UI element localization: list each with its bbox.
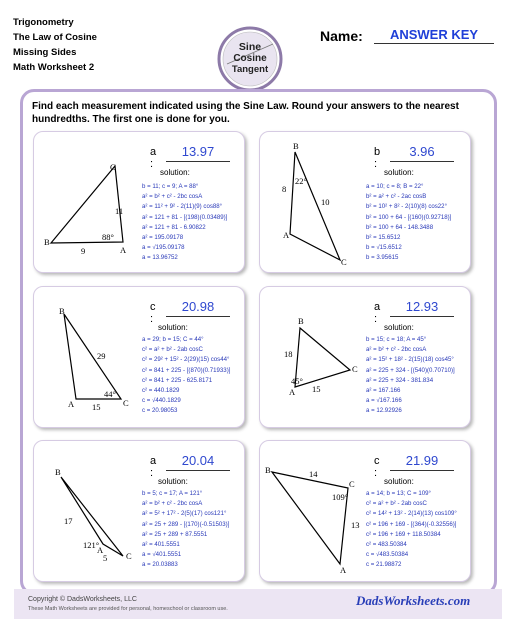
vertex-c-label: C xyxy=(349,479,355,489)
side-label-2: 9 xyxy=(81,246,86,256)
vertex-b-label: B xyxy=(55,467,61,477)
vertex-b-label: B xyxy=(59,306,65,316)
side-label-1: 29 xyxy=(97,351,106,361)
solution-step: a = 13.96752 xyxy=(142,254,178,262)
answer-underline xyxy=(390,470,454,471)
header-subtitle: The Law of Cosine xyxy=(13,32,97,43)
solution-label: solution: xyxy=(384,477,414,486)
angle-label: 109° xyxy=(332,492,349,502)
vertex-c-label: C xyxy=(110,162,116,172)
vertex-a-label: A xyxy=(120,245,127,255)
solution-step: a² = 121 + 81 - [(198)(0.03489)] xyxy=(142,213,228,221)
name-underline xyxy=(374,43,494,44)
answer-variable: c : xyxy=(150,301,156,325)
name-label: Name: xyxy=(320,28,363,44)
solution-step: c² = a² + b² - 2ab cosC xyxy=(366,500,427,508)
answer-variable: b : xyxy=(374,146,381,170)
angle-label: 22° xyxy=(295,176,307,186)
vertex-a-label: A xyxy=(68,399,75,409)
footer-note: These Math Worksheets are provided for personal, homeschool or classroom use. xyxy=(28,606,228,612)
header-title: Trigonometry xyxy=(13,17,74,28)
solution-step: a = 12.92926 xyxy=(366,407,402,415)
angle-label: 44° xyxy=(104,389,116,399)
vertex-c-label: C xyxy=(352,364,358,374)
solution-step: c = 21.98872 xyxy=(366,561,402,569)
footer-brand-logo: DadsWorksheets.com xyxy=(356,593,471,608)
solution-step: b = √15.6512 xyxy=(366,244,402,252)
solution-step: c² = 841 + 225 - [(870)(0.71933)] xyxy=(142,366,231,374)
solution-step: a² = b² + c² - 2bc cosA xyxy=(142,500,203,508)
solution-step: c = √440.1829 xyxy=(142,397,181,405)
vertex-c-label: C xyxy=(341,257,347,267)
problem-card-3 xyxy=(33,286,245,428)
solution-step: b = 5; c = 17; A = 121° xyxy=(142,490,203,497)
vertex-a-label: A xyxy=(97,545,104,555)
problem-card-5 xyxy=(33,440,245,582)
solution-label: solution: xyxy=(384,168,414,177)
solution-step: a = √401.5551 xyxy=(142,551,182,559)
solution-step: a² = b² + c² - 2bc cosA xyxy=(142,193,203,201)
problem-card-4 xyxy=(259,286,471,428)
solution-step: b² = 10² + 8² - 2(10)(8) cos22° xyxy=(366,203,448,211)
solution-step: b = 15; c = 18; A = 45° xyxy=(366,336,427,343)
solution-step: a = 29; b = 15; C = 44° xyxy=(142,336,204,343)
solution-label: solution: xyxy=(158,477,188,486)
solution-step: b = 11; c = 9; A = 88° xyxy=(142,183,199,190)
solution-step: a² = 25 + 289 - [(170)(-0.51503)] xyxy=(142,520,230,528)
solution-step: c² = 841 + 225 - 625.8171 xyxy=(142,376,213,384)
solution-step: c² = 29² + 15² - 2(29)(15) cos44° xyxy=(142,356,230,364)
logo-line3: Tangent xyxy=(231,64,269,75)
solution-label: solution: xyxy=(384,323,414,332)
name-value: ANSWER KEY xyxy=(389,27,479,42)
solution-step: a² = 195.09178 xyxy=(142,233,184,241)
solution-step: c² = 440.1829 xyxy=(142,386,180,394)
side-label-1: 11 xyxy=(115,206,124,216)
solution-step: a = 10; c = 8; B = 22° xyxy=(366,183,424,190)
answer-value: 13.97 xyxy=(181,144,215,159)
solution-step: a² = 225 + 324 - 381.834 xyxy=(366,376,434,384)
solution-steps xyxy=(142,182,227,264)
answer-value: 12.93 xyxy=(405,299,439,314)
problem-card-2 xyxy=(259,131,471,273)
answer-value: 21.99 xyxy=(405,453,439,468)
solution-step: a² = 121 + 81 - 6.90822 xyxy=(142,223,206,231)
angle-label: 88° xyxy=(102,232,114,242)
answer-value: 20.98 xyxy=(181,299,215,314)
solution-step: c² = 196 + 169 - [(364)(-0.32556)] xyxy=(366,520,457,528)
solution-step: a² = 401.5551 xyxy=(142,540,180,548)
name-field xyxy=(320,28,495,48)
solution-step: a² = 15² + 18² - 2(15)(18) cos45° xyxy=(366,356,454,364)
answer-value: 20.04 xyxy=(181,453,215,468)
logo-line2: Cosine xyxy=(233,53,267,64)
angle-label: 121° xyxy=(83,540,100,550)
side-label-2: 13 xyxy=(351,520,360,530)
side-label-2: 5 xyxy=(103,553,108,563)
answer-variable: a : xyxy=(150,146,157,170)
answer-variable: a : xyxy=(374,301,381,325)
solution-step: a² = 167.166 xyxy=(366,386,401,394)
vertex-c-label: C xyxy=(126,551,132,561)
solution-steps xyxy=(142,489,229,571)
answer-underline xyxy=(166,161,230,162)
solution-step: b² = 15.6512 xyxy=(366,233,401,241)
side-label-1: 8 xyxy=(282,184,287,194)
vertex-c-label: C xyxy=(123,398,129,408)
solution-steps xyxy=(366,335,455,417)
solution-step: c² = a² + b² - 2ab cosC xyxy=(142,346,203,354)
vertex-b-label: B xyxy=(298,316,304,326)
solution-step: a² = 11² + 9² - 2(11)(9) cos88° xyxy=(142,203,223,211)
answer-underline xyxy=(166,316,230,317)
answer-underline xyxy=(390,161,454,162)
solution-label: solution: xyxy=(160,168,190,177)
instructions: Find each measurement indicated using the Sine Law. Round your answers to the nearest hundredths. The first one is done for you. xyxy=(32,101,459,125)
solution-step: b² = a² + c² - 2ac cosB xyxy=(366,193,427,201)
side-label-2: 15 xyxy=(92,402,101,412)
vertex-a-label: A xyxy=(289,387,296,397)
logo-line1: Sine xyxy=(238,41,262,53)
solution-step: a² = 25 + 289 + 87.5551 xyxy=(142,530,208,538)
solution-step: a = 20.03883 xyxy=(142,561,178,569)
solution-steps xyxy=(366,182,451,264)
vertex-a-label: A xyxy=(340,565,347,575)
solution-step: c² = 196 + 169 + 118.50384 xyxy=(366,530,441,538)
answer-variable: c : xyxy=(374,455,380,479)
solution-step: a² = 5² + 17² - 2(5)(17) cos121° xyxy=(142,510,227,518)
sine-cosine-tangent-logo xyxy=(217,26,283,92)
answer-value: 3.96 xyxy=(409,144,435,159)
vertex-b-label: B xyxy=(293,141,299,151)
side-label-2: 15 xyxy=(312,384,321,394)
solution-step: a² = 225 + 324 - [(540)(0.70710)] xyxy=(366,366,455,374)
solution-step: c = 20.98053 xyxy=(142,407,178,415)
solution-step: c = √483.50384 xyxy=(366,551,409,559)
side-label-1: 17 xyxy=(64,516,73,526)
problem-card-6 xyxy=(259,440,471,582)
solution-steps xyxy=(366,489,457,571)
solution-step: c² = 483.50384 xyxy=(366,540,407,548)
solution-step: a = 14; b = 13; C = 109° xyxy=(366,490,431,497)
angle-label: 45° xyxy=(291,376,303,386)
solution-step: a² = b² + c² - 2bc cosA xyxy=(366,346,427,354)
problem-card-1 xyxy=(33,131,245,273)
vertex-a-label: A xyxy=(283,230,290,240)
header-topic: Missing Sides xyxy=(13,47,77,58)
vertex-b-label: B xyxy=(265,465,271,475)
worksheet-header xyxy=(13,15,97,75)
solution-steps xyxy=(142,335,230,417)
solution-step: a = √167.166 xyxy=(366,397,402,405)
solution-step: b = 3.95615 xyxy=(366,254,399,262)
answer-underline xyxy=(166,470,230,471)
answer-variable: a : xyxy=(150,455,157,479)
footer-copyright: Copyright © DadsWorksheets, LLC xyxy=(28,596,137,603)
solution-step: b² = 100 + 64 - [(160)(0.92718)] xyxy=(366,213,452,221)
side-label-1: 18 xyxy=(284,349,293,359)
header-worksheet: Math Worksheet 2 xyxy=(13,62,95,73)
side-label-2: 10 xyxy=(321,197,330,207)
solution-step: a = √195.09178 xyxy=(142,244,185,252)
side-label-1: 14 xyxy=(309,469,318,479)
solution-label: solution: xyxy=(158,323,188,332)
solution-step: c² = 14² + 13² - 2(14)(13) cos109° xyxy=(366,510,457,518)
solution-step: b² = 100 + 64 - 148.3488 xyxy=(366,223,434,231)
vertex-b-label: B xyxy=(44,237,50,247)
answer-underline xyxy=(390,316,454,317)
